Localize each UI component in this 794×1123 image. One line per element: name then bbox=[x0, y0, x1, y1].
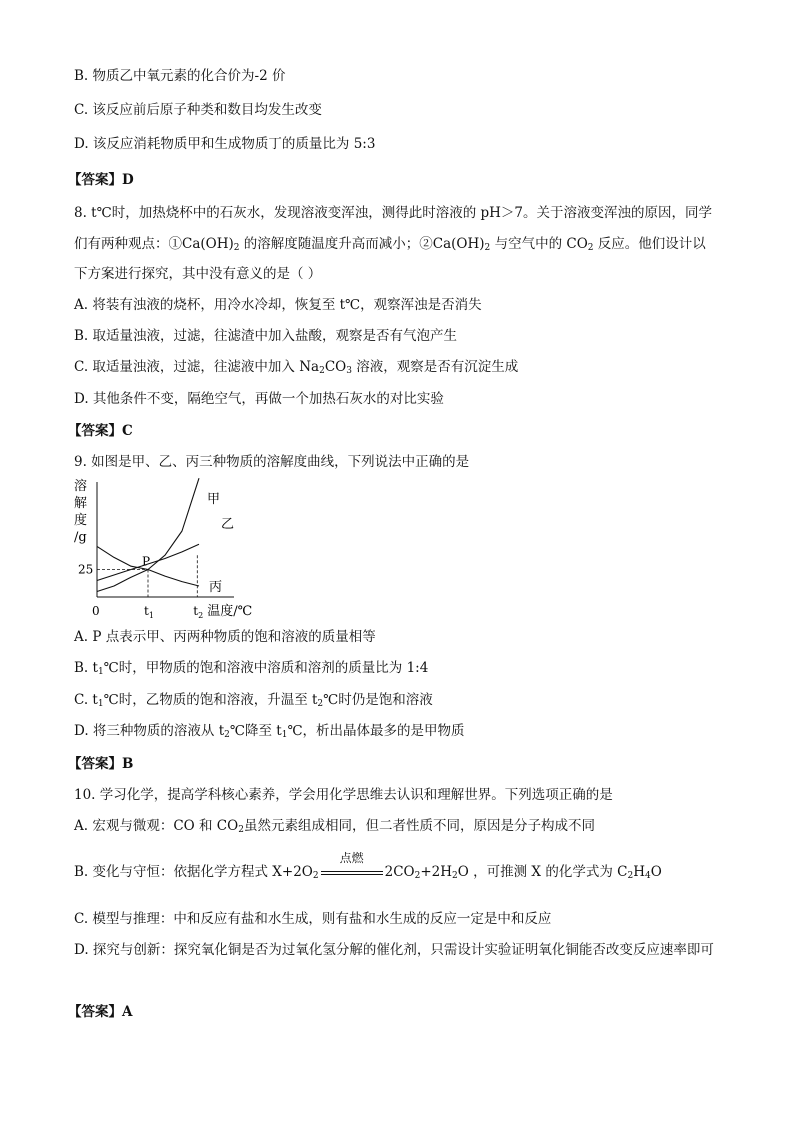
q10-option-a: A. 宏观与微观：CO 和 $CO_2$虽然元素组成相同，但二者性质不同，原因是分子构成不同 bbox=[74, 818, 595, 835]
series-label-jia: 甲 bbox=[207, 492, 221, 507]
q7-answer bbox=[68, 170, 134, 190]
q10-option-c: C. 模型与推理：中和反应有盐和水生成，则有盐和水生成的反应一定是中和反应 bbox=[74, 911, 552, 927]
reaction-condition: 点燃 bbox=[321, 862, 383, 882]
q8-option-d: D. 其他条件不变，隔绝空气，再做一个加热石灰水的对比实验 bbox=[74, 391, 444, 407]
x-axis-label: 温度/℃ bbox=[207, 604, 253, 619]
point-p-label: P bbox=[142, 554, 151, 569]
q7-option-d: D. 该反应消耗物质甲和生成物质丁的质量比为 5:3 bbox=[74, 136, 376, 152]
q8-option-c: C. 取适量浊液，过滤，往滤液中加入 $Na_2CO_3$ 溶液，观察是否有沉淀生成 bbox=[74, 359, 519, 376]
q8-option-a: A. 将装有浊液的烧杯，用冷水冷却，恢复至 t℃，观察浑浊是否消失 bbox=[74, 297, 482, 313]
q9-option-d: D. 将三种物质的溶液从 $t_2℃$降至 $t_1℃$，析出晶体最多的是甲物质 bbox=[74, 723, 465, 740]
y-axis-label: 解 bbox=[74, 496, 88, 511]
q7-option-b: B. 物质乙中氧元素的化合价为-2 价 bbox=[74, 68, 286, 84]
q9-stem: 9. 如图是甲、乙、丙三种物质的溶解度曲线，下列说法中正确的是 bbox=[74, 454, 470, 470]
answer-value: A bbox=[122, 1004, 133, 1020]
q10-answer bbox=[68, 1002, 132, 1022]
q8-stem-line-1: 8. t℃时，加热烧杯中的石灰水，发现溶液变浑浊，测得此时溶液的 pH＞7。关于溶液变浑浊的原因，同学 bbox=[74, 205, 712, 221]
y-axis-label: /g bbox=[74, 530, 87, 545]
answer-value: B bbox=[122, 756, 134, 772]
q10-option-d: D. 探究与创新：探究氧化铜是否为过氧化氢分解的催化剂，只需设计实验证明氧化铜能否改变反应速率即可 bbox=[74, 942, 714, 958]
origin-label: 0 bbox=[92, 604, 100, 618]
answer-label: 【答案】 bbox=[68, 423, 122, 439]
q9-option-a: A. P 点表示甲、丙两种物质的饱和溶液的质量相等 bbox=[74, 629, 376, 645]
q8-stem-line-2: 们有两种观点：$①Ca(OH)_2$ 的溶解度随温度升高而减小；$②Ca(OH)_2$ 与空气中的 $CO_2$ 反应。他们设计以 bbox=[74, 236, 706, 253]
solubility-chart bbox=[66, 476, 253, 622]
q8-option-b: B. 取适量浊液，过滤，往滤渣中加入盐酸，观察是否有气泡产生 bbox=[74, 328, 458, 344]
q9-answer bbox=[68, 754, 133, 774]
answer-label: 【答案】 bbox=[68, 756, 122, 772]
x-tick-label: $t_2$ bbox=[193, 604, 204, 620]
x-tick-label: $t_1$ bbox=[144, 604, 154, 620]
q10-option-b: B. 变化与守恒：依据化学方程式 $X+2O_2$ 点燃 $2CO_2+2H_2O$ ，可推测 X 的化学式为 $C_2H_4O$ bbox=[74, 851, 662, 881]
answer-value: C bbox=[122, 423, 133, 439]
series-label-yi: 乙 bbox=[221, 517, 235, 532]
q10-stem: 10. 学习化学，提高学科核心素养，学会用化学思维去认识和理解世界。下列选项正确的是 bbox=[74, 787, 613, 803]
q9-option-b: B. $t_1℃$时，甲物质的饱和溶液中溶质和溶剂的质量比为 1:4 bbox=[74, 660, 429, 677]
answer-label: 【答案】 bbox=[68, 1004, 122, 1020]
q7-option-c: C. 该反应前后原子种类和数目均发生改变 bbox=[74, 102, 322, 118]
y-axis-label: 度 bbox=[74, 513, 88, 528]
q8-answer bbox=[68, 421, 133, 441]
answer-value: D bbox=[122, 172, 134, 188]
y-axis-label: 溶 bbox=[74, 479, 88, 494]
series-label-bing: 丙 bbox=[209, 580, 223, 595]
q8-stem-line-3: 下方案进行探究，其中没有意义的是（ ） bbox=[74, 266, 322, 282]
y-tick-label: 25 bbox=[78, 562, 94, 577]
q9-option-c: C. $t_1℃$时，乙物质的饱和溶液，升温至 $t_2℃$时仍是饱和溶液 bbox=[74, 692, 433, 709]
answer-label: 【答案】 bbox=[68, 172, 122, 188]
